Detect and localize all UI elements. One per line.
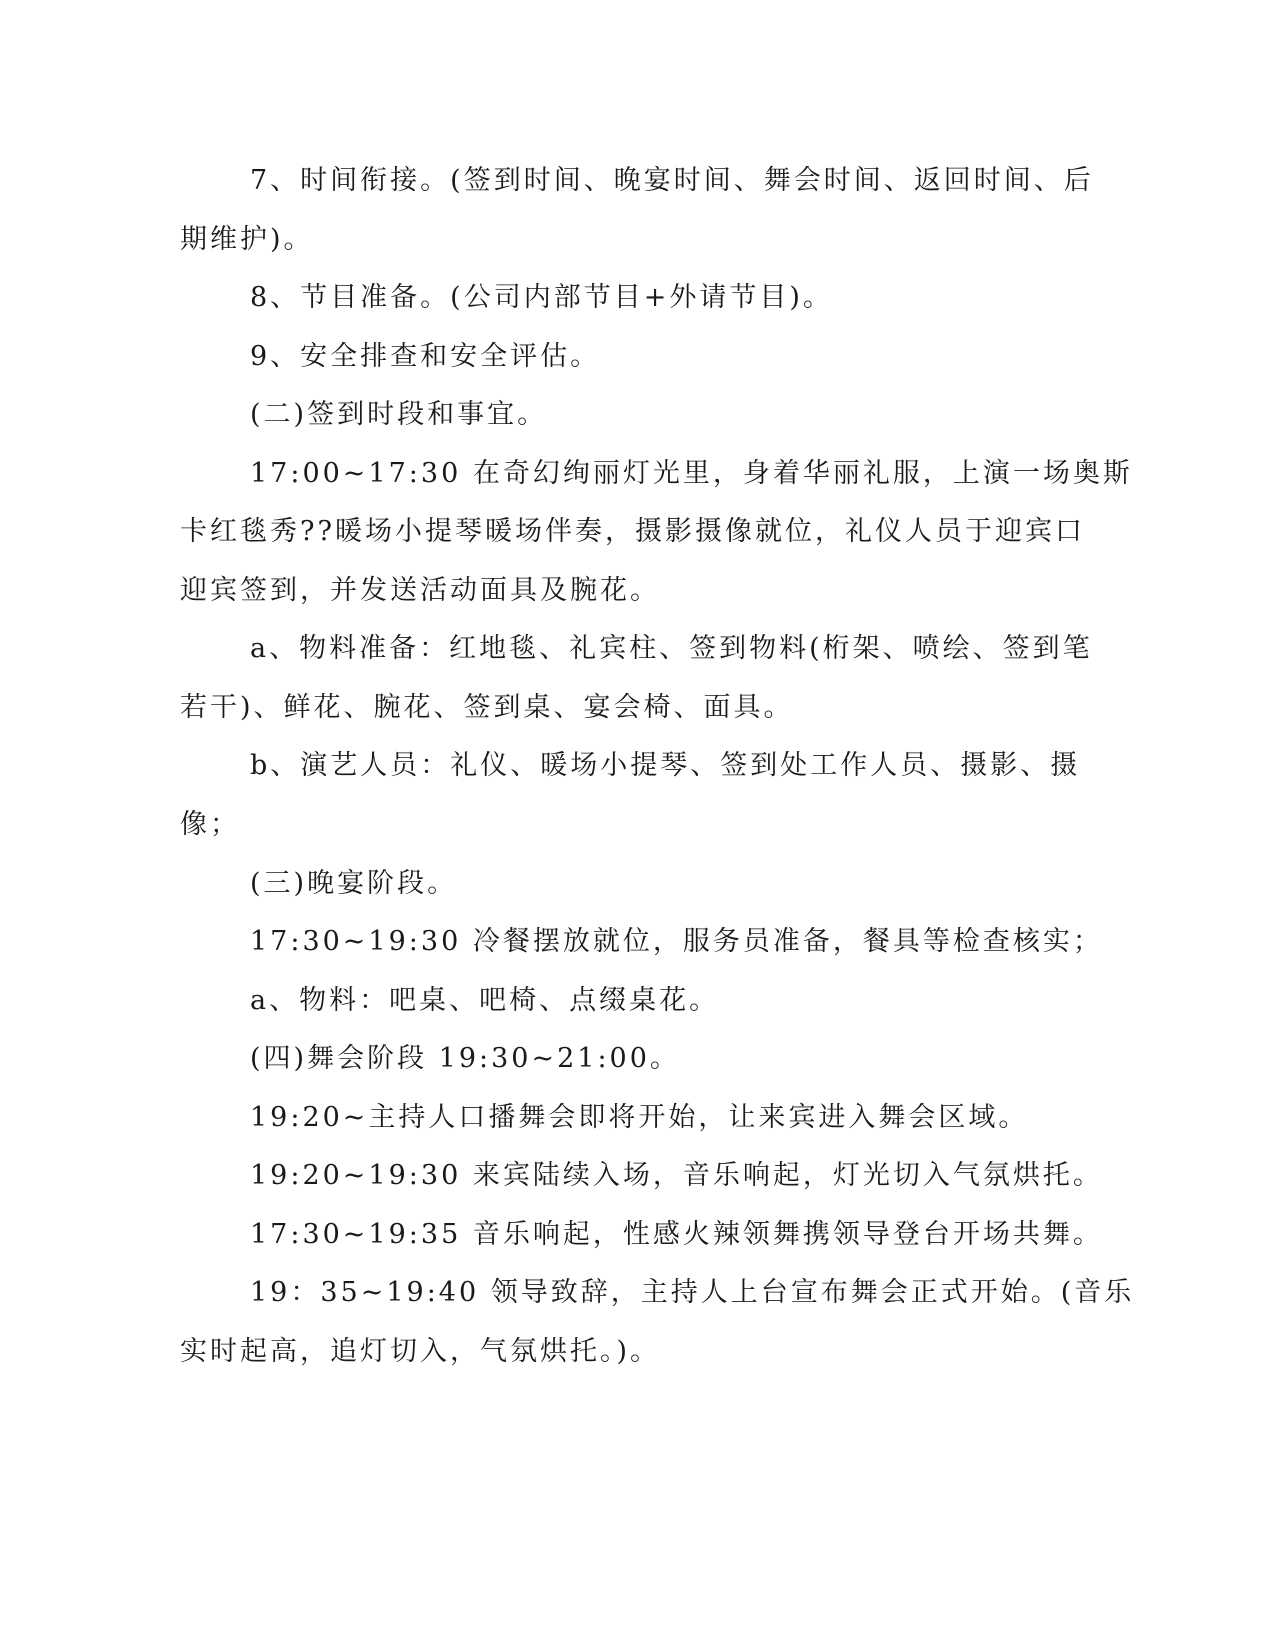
paragraph-line: 9、安全排查和安全评估。 <box>250 341 601 372</box>
section-heading: (二)签到时段和事宜。 <box>250 399 548 430</box>
paragraph-line: 若干)、鲜花、腕花、签到桌、宴会椅、面具。 <box>180 692 794 723</box>
paragraph-line: 19：35~19:40 领导致辞，主持人上台宣布舞会正式开始。(音乐 <box>250 1277 1135 1308</box>
paragraph-line: 19:20~主持人口播舞会即将开始，让来宾进入舞会区域。 <box>250 1102 1029 1133</box>
paragraph-line: 卡红毯秀??暖场小提琴暖场伴奏，摄影摄像就位，礼仪人员于迎宾口 <box>180 516 1085 547</box>
paragraph-line: 8、节目准备。(公司内部节目+外请节目)。 <box>250 282 833 313</box>
paragraph-line: 17:30~19:30 冷餐摆放就位，服务员准备，餐具等检查核实； <box>250 926 1103 957</box>
section-heading: (三)晚宴阶段。 <box>250 868 458 899</box>
paragraph-line: 19:20~19:30 来宾陆续入场，音乐响起，灯光切入气氛烘托。 <box>250 1160 1103 1191</box>
paragraph-line: b、演艺人员：礼仪、暖场小提琴、签到处工作人员、摄影、摄 <box>250 750 1081 781</box>
paragraph-line: 17:30~19:35 音乐响起，性感火辣领舞携领导登台开场共舞。 <box>250 1219 1103 1250</box>
paragraph-line: a、物料：吧桌、吧椅、点缀桌花。 <box>250 985 720 1016</box>
paragraph-line: 17:00~17:30 在奇幻绚丽灯光里，身着华丽礼服，上演一场奥斯 <box>250 458 1133 489</box>
paragraph-line: 实时起高，追灯切入，气氛烘托。)。 <box>180 1336 661 1367</box>
paragraph-line: 像； <box>180 809 240 840</box>
paragraph-line: 7、时间衔接。(签到时间、晚宴时间、舞会时间、返回时间、后 <box>250 165 1094 196</box>
paragraph-line: a、物料准备：红地毯、礼宾柱、签到物料(桁架、喷绘、签到笔 <box>250 633 1093 664</box>
paragraph-line: 期维护)。 <box>180 224 314 255</box>
section-heading: (四)舞会阶段 19:30~21:00。 <box>250 1043 680 1074</box>
paragraph-line: 迎宾签到，并发送活动面具及腕花。 <box>180 575 660 606</box>
